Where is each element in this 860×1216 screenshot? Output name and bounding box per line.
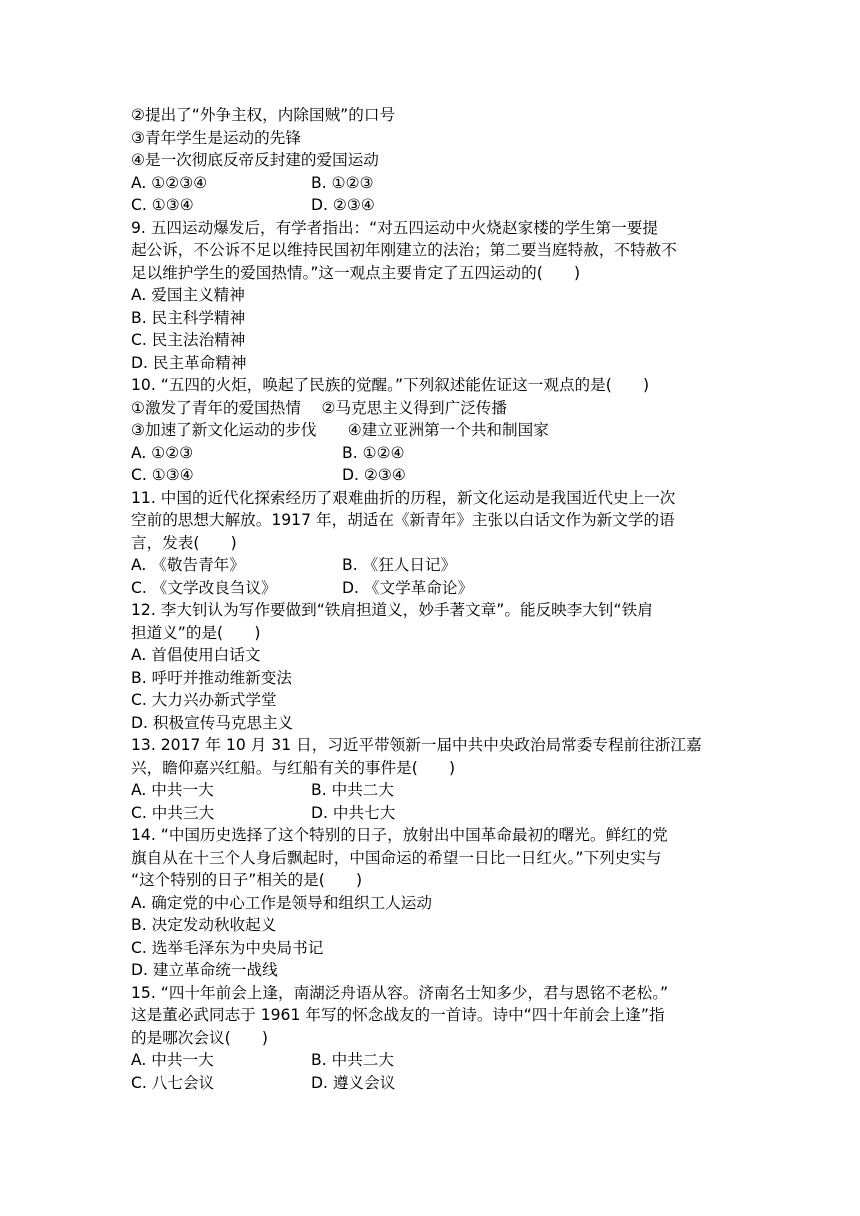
q13-option-b: B. 中共二大 [311,781,394,799]
q8-item-4: ④是一次彻底反帝反封建的爱国运动 [131,151,379,169]
q12-stem-line-1: 12. 李大钊认为写作要做到“铁肩担道义，妙手著文章”。能反映李大钊“铁肩 [131,601,653,619]
q11-option-c: C. 《文学改良刍议》 [131,579,277,597]
q8-item-3: ③青年学生是运动的先锋 [131,129,301,147]
q8-option-d: D. ②③④ [311,196,375,214]
q12-stem-line-2: 担道义”的是( ) [131,624,261,642]
q14-stem-line-1: 14. “中国历史选择了这个特别的日子，放射出中国革命最初的曙光。鲜红的党 [131,826,668,844]
q10-stem-line-1: 10. “五四的火炬，唤起了民族的觉醒。”下列叙述能佐证这一观点的是( ) [131,376,650,394]
q10-option-d: D. ②③④ [342,466,406,484]
q12-option-a: A. 首倡使用白话文 [131,646,261,664]
q15-option-d: D. 遵义会议 [311,1074,396,1092]
q9-option-d: D. 民主革命精神 [131,354,247,372]
q11-stem-line-3: 言，发表( ) [131,534,237,552]
q8-item-2: ②提出了“外争主权，内除国贼”的口号 [131,106,396,124]
q9-stem-line-2: 起公诉，不公诉不足以维持民国初年刚建立的法治；第二要当庭特赦，不特赦不 [131,241,677,259]
q11-stem-line-2: 空前的思想大解放。1917 年，胡适在《新青年》主张以白话文作为新文学的语 [131,511,675,529]
q13-stem-line-2: 兴，瞻仰嘉兴红船。与红船有关的事件是( ) [131,759,456,777]
q15-option-c: C. 八七会议 [131,1074,215,1092]
q14-option-c: C. 选举毛泽东为中央局书记 [131,939,324,957]
q15-option-a: A. 中共一大 [131,1051,214,1069]
q11-option-b: B. 《狂人日记》 [342,556,457,574]
q13-option-d: D. 中共七大 [311,804,396,822]
q14-option-b: B. 决定发动秋收起义 [131,916,277,934]
q13-option-c: C. 中共三大 [131,804,215,822]
q11-option-d: D. 《文学革命论》 [342,579,474,597]
q15-option-b: B. 中共二大 [311,1051,394,1069]
q9-stem-line-3: 足以维护学生的爱国热情。”这一观点主要肯定了五四运动的( ) [131,264,581,282]
q9-option-b: B. 民主科学精神 [131,309,246,327]
q14-stem-line-2: 旗自从在十三个人身后飘起时，中国命运的希望一日比一日红火。”下列史实与 [131,849,662,867]
q9-option-c: C. 民主法治精神 [131,331,246,349]
q9-option-a: A. 爱国主义精神 [131,286,245,304]
q15-stem-line-1: 15. “四十年前会上逢，南湖泛舟语从容。济南名士知多少，君与恩铭不老松。” [131,984,669,1002]
q14-stem-line-3: “这个特别的日子”相关的是( ) [131,871,363,889]
q10-option-c: C. ①③④ [131,466,194,484]
q9-stem-line-1: 9. 五四运动爆发后，有学者指出：“对五四运动中火烧赵家楼的学生第一要提 [131,219,658,237]
q11-option-a: A. 《敬告青年》 [131,556,245,574]
q12-option-b: B. 呼吁并推动维新变法 [131,669,292,687]
q8-option-a: A. ①②③④ [131,174,208,192]
q10-option-a: A. ①②③ [131,444,194,462]
q15-stem-line-3: 的是哪次会议( ) [131,1029,268,1047]
q15-stem-line-2: 这是董必武同志于 1961 年写的怀念战友的一首诗。诗中“四十年前会上逢”指 [131,1006,665,1024]
q11-stem-line-1: 11. 中国的近代化探索经历了艰难曲折的历程，新文化运动是我国近代史上一次 [131,489,676,507]
q12-option-d: D. 积极宣传马克思主义 [131,714,294,732]
q12-option-c: C. 大力兴办新式学堂 [131,691,277,709]
q8-option-c: C. ①③④ [131,196,194,214]
q8-option-b: B. ①②③ [311,174,374,192]
q14-option-a: A. 确定党的中心工作是领导和组织工人运动 [131,894,432,912]
q10-option-b: B. ①②④ [342,444,405,462]
q13-stem-line-1: 13. 2017 年 10 月 31 日，习近平带领新一届中共中央政治局常委专程前往浙江嘉 [131,736,702,754]
q10-stem-line-2: ①激发了青年的爱国热情 ②马克思主义得到广泛传播 [131,399,507,417]
q13-option-a: A. 中共一大 [131,781,214,799]
q14-option-d: D. 建立革命统一战线 [131,961,278,979]
q10-stem-line-3: ③加速了新文化运动的步伐 ④建立亚洲第一个共和制国家 [131,421,549,439]
